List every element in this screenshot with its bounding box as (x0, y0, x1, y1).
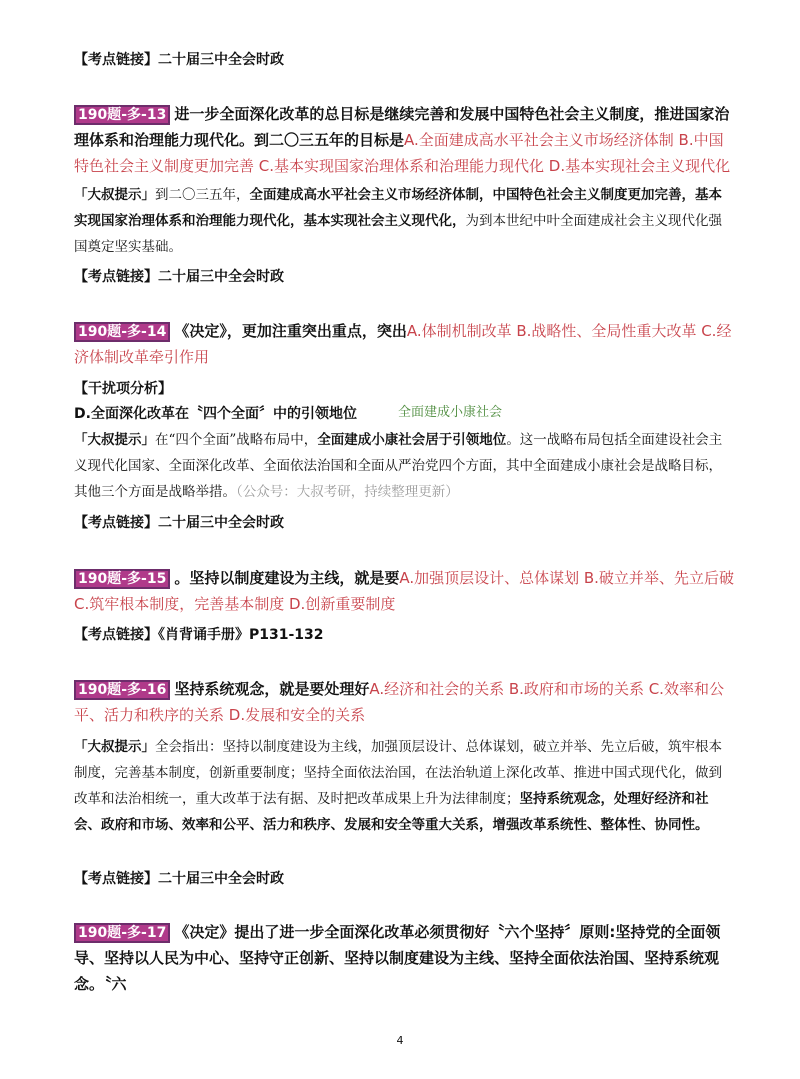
tip-16: 「大叔提示」全会指出：坚持以制度建设为主线，加强顶层设计、总体谋划，破立并举、先立后破，筑牢根本制度，完善基本制度，创新重要制度；坚持全面依法治国，在法治轨道上深化改革、推进中国式现代化，做到改革和法治相统一，重大改革于法有据、及时把改革成果上升为法律制度；坚持系统观念，处理好经济和社会、政府和市场、效率和公平、活力和秩序、发展和安全等重大关系，增强改革系统性、整体性、协同性。 (74, 739, 722, 833)
question-tag: 190题-多-13 (74, 105, 170, 125)
link-text: 【考点链接】二十届三中全会时政 (74, 269, 284, 285)
question-lead: 进一步全面深化改革的总目标是继续完善和发展中国特色社会主义制度，推进国家治理体系和治理能力现代化。到二〇三五年的目标是 (74, 105, 730, 149)
question-tag: 190题-多-16 (74, 680, 170, 700)
source-note: （公众号：大叔考研，持续整理更新） (236, 484, 459, 500)
tip-13: 「大叔提示」到二〇三五年，全面建成高水平社会主义市场经济体制，中国特色社会主义制度更加完善，基本实现国家治理体系和治理能力现代化，基本实现社会主义现代化，为到本世纪中叶全面建成社会主义现代化强国奠定坚实基础。 (74, 187, 722, 255)
question-13 (74, 101, 734, 179)
link-text: 【考点链接】《肖背诵手册》P131-132 (74, 627, 324, 643)
question-16 (74, 676, 734, 728)
answer-text: A.加强顶层设计、总体谋划 B.破立并举、先立后破 C.筑牢根本制度，完善基本制度 D.创新重要制度 (74, 569, 734, 613)
question-17 (74, 919, 734, 997)
question-tag: 190题-多-15 (74, 569, 170, 589)
tip-label: 「大叔提示」 (74, 739, 155, 755)
distractor-option: D.全面深化改革在〝四个全面〞中的引领地位 (74, 406, 357, 422)
distractor-heading: 【干扰项分析】 (74, 381, 172, 397)
question-lead: 。坚持以制度建设为主线，就是要 (174, 569, 400, 587)
correction-note: 全面建成小康社会 (398, 405, 503, 420)
question-lead: 坚持系统观念，就是要处理好 (174, 680, 370, 698)
tip-14: 「大叔提示」在“四个全面”战略布局中，全面建成小康社会居于引领地位。这一战略布局包括全面建设社会主义现代化国家、全面深化改革、全面依法治国和全面从严治党四个方面，其中全面建成小康社会是战略目标，其他三个方面是战略举措。（公众号：大叔考研，持续整理更新） (74, 432, 723, 500)
question-lead: 《决定》提出了进一步全面深化改革必须贯彻好〝六个坚持〞原则:坚持党的全面领导、坚持以人民为中心、坚持守正创新、坚持以制度建设为主线、坚持全面依法治国、坚持系统观念。〝六 (74, 923, 721, 993)
answer-text: A.全面建成高水平社会主义市场经济体制 B.中国特色社会主义制度更加完善 C.基本实现国家治理体系和治理能力现代化 D.基本实现社会主义现代化 (74, 131, 731, 175)
question-tag: 190题-多-14 (74, 322, 170, 342)
answer-text: A.经济和社会的关系 B.政府和市场的关系 C.效率和公平、活力和秩序的关系 D.发展和安全的关系 (74, 680, 724, 724)
question-15 (74, 565, 734, 617)
tip-label: 「大叔提示」 (74, 187, 155, 203)
question-lead: 《决定》，更加注重突出重点，突出 (174, 322, 407, 340)
question-14 (74, 318, 734, 370)
tip-label: 「大叔提示」 (74, 432, 155, 448)
link-text: 【考点链接】二十届三中全会时政 (74, 52, 284, 68)
answer-text: A.体制机制改革 B.战略性、全局性重大改革 C.经济体制改革牵引作用 (74, 322, 732, 366)
page-number: 4 (396, 1034, 404, 1047)
link-text: 【考点链接】二十届三中全会时政 (74, 871, 284, 887)
question-tag: 190题-多-17 (74, 923, 170, 943)
link-text: 【考点链接】二十届三中全会时政 (74, 515, 284, 531)
